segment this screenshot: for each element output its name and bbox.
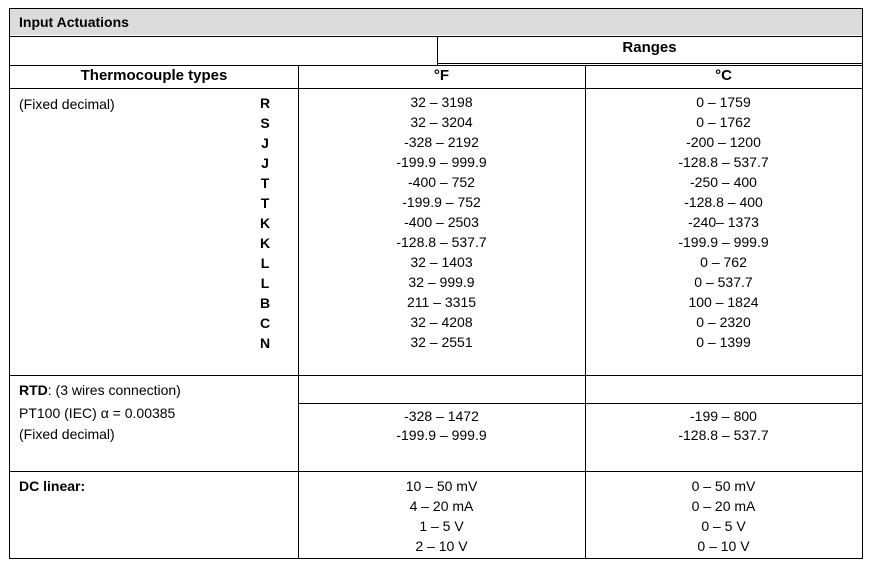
thermocouple-type-letter: L: [260, 275, 270, 291]
range-value: 32 – 3204: [410, 114, 473, 130]
range-value: 10 – 50 mV: [405, 478, 478, 494]
range-value: 0 – 2320: [696, 314, 751, 330]
celsius-header: °C: [715, 67, 732, 84]
thermocouple-type-letter: J: [261, 155, 269, 171]
thermocouple-type-letter: J: [261, 135, 269, 151]
range-value: 0 – 1762: [696, 114, 751, 130]
thermocouple-type-letter: K: [259, 215, 271, 231]
range-value: 0 – 1759: [696, 94, 751, 110]
divider: [10, 471, 862, 472]
range-value: 0 – 5 V: [701, 518, 746, 534]
range-value: -240– 1373: [688, 214, 759, 230]
divider: [298, 403, 862, 404]
range-value: -128.8 – 537.7: [678, 154, 769, 170]
range-value: -128.8 – 537.7: [678, 427, 769, 443]
range-value: 32 – 3198: [410, 94, 473, 110]
thermocouple-note: (Fixed decimal): [19, 96, 115, 112]
rtd-connection: : (3 wires connection): [47, 382, 181, 398]
thermocouple-type-letter: K: [259, 235, 271, 251]
table-title: Input Actuations: [19, 14, 129, 30]
range-value: 0 – 10 V: [697, 538, 750, 554]
range-value: -199 – 800: [690, 408, 757, 424]
range-value: -250 – 400: [690, 174, 757, 190]
title-bar: [10, 9, 862, 35]
ranges-header: Ranges: [622, 39, 677, 56]
range-value: 0 – 1399: [696, 334, 751, 350]
range-value: 32 – 1403: [410, 254, 473, 270]
thermocouple-c-ranges: [585, 92, 862, 352]
rtd-note: (Fixed decimal): [19, 426, 115, 442]
range-value: 32 – 4208: [410, 314, 473, 330]
range-value: -200 – 1200: [686, 134, 761, 150]
range-value: 211 – 3315: [406, 294, 477, 310]
range-value: 1 – 5 V: [419, 518, 464, 534]
divider: [10, 375, 862, 376]
range-value: 32 – 2551: [410, 334, 473, 350]
rtd-c-ranges: [585, 407, 862, 445]
divider: [437, 63, 862, 64]
range-value: -199.9 – 752: [402, 194, 481, 210]
fahrenheit-header: °F: [433, 67, 450, 84]
thermocouple-type-letter: S: [260, 115, 270, 131]
range-value: -328 – 1472: [404, 408, 479, 424]
range-value: -400 – 752: [408, 174, 475, 190]
range-value: 0 – 50 mV: [691, 478, 756, 494]
range-value: -328 – 2192: [404, 134, 479, 150]
thermocouple-type-letter: T: [260, 195, 270, 211]
thermocouple-type-letter: T: [260, 175, 270, 191]
range-value: -128.8 – 400: [684, 194, 763, 210]
thermocouple-type-letter: C: [259, 315, 271, 331]
divider: [10, 88, 862, 89]
range-value: -199.9 – 999.9: [678, 234, 769, 250]
rtd-label: RTD: [19, 382, 48, 398]
range-value: 4 – 20 mA: [409, 498, 474, 514]
input-actuations-table: [9, 8, 863, 559]
dc-label: DC linear:: [19, 478, 86, 494]
types-header: Thermocouple types: [80, 67, 228, 84]
dc-c-ranges: [585, 476, 862, 556]
thermocouple-type-letter: R: [259, 95, 271, 111]
range-value: -128.8 – 537.7: [396, 234, 487, 250]
thermocouple-type-letter: L: [260, 255, 270, 271]
range-value: 0 – 20 mA: [691, 498, 756, 514]
thermocouple-f-ranges: [298, 92, 585, 352]
dc-f-ranges: [298, 476, 585, 556]
thermocouple-type-letter: B: [259, 295, 271, 311]
range-value: 100 – 1824: [688, 294, 759, 310]
rtd-title: [19, 380, 181, 400]
thermocouple-type-letter: N: [259, 335, 271, 351]
rtd-sensor: PT100 (IEC) α = 0.00385: [19, 405, 176, 421]
range-value: -199.9 – 999.9: [396, 427, 487, 443]
range-value: 0 – 762: [700, 254, 747, 270]
rtd-f-ranges: [298, 407, 585, 445]
thermocouple-letters: [250, 93, 280, 353]
range-value: 0 – 537.7: [694, 274, 753, 290]
divider: [10, 36, 862, 37]
range-value: 2 – 10 V: [415, 538, 468, 554]
range-value: -400 – 2503: [404, 214, 479, 230]
range-value: 32 – 999.9: [408, 274, 475, 290]
range-value: -199.9 – 999.9: [396, 154, 487, 170]
